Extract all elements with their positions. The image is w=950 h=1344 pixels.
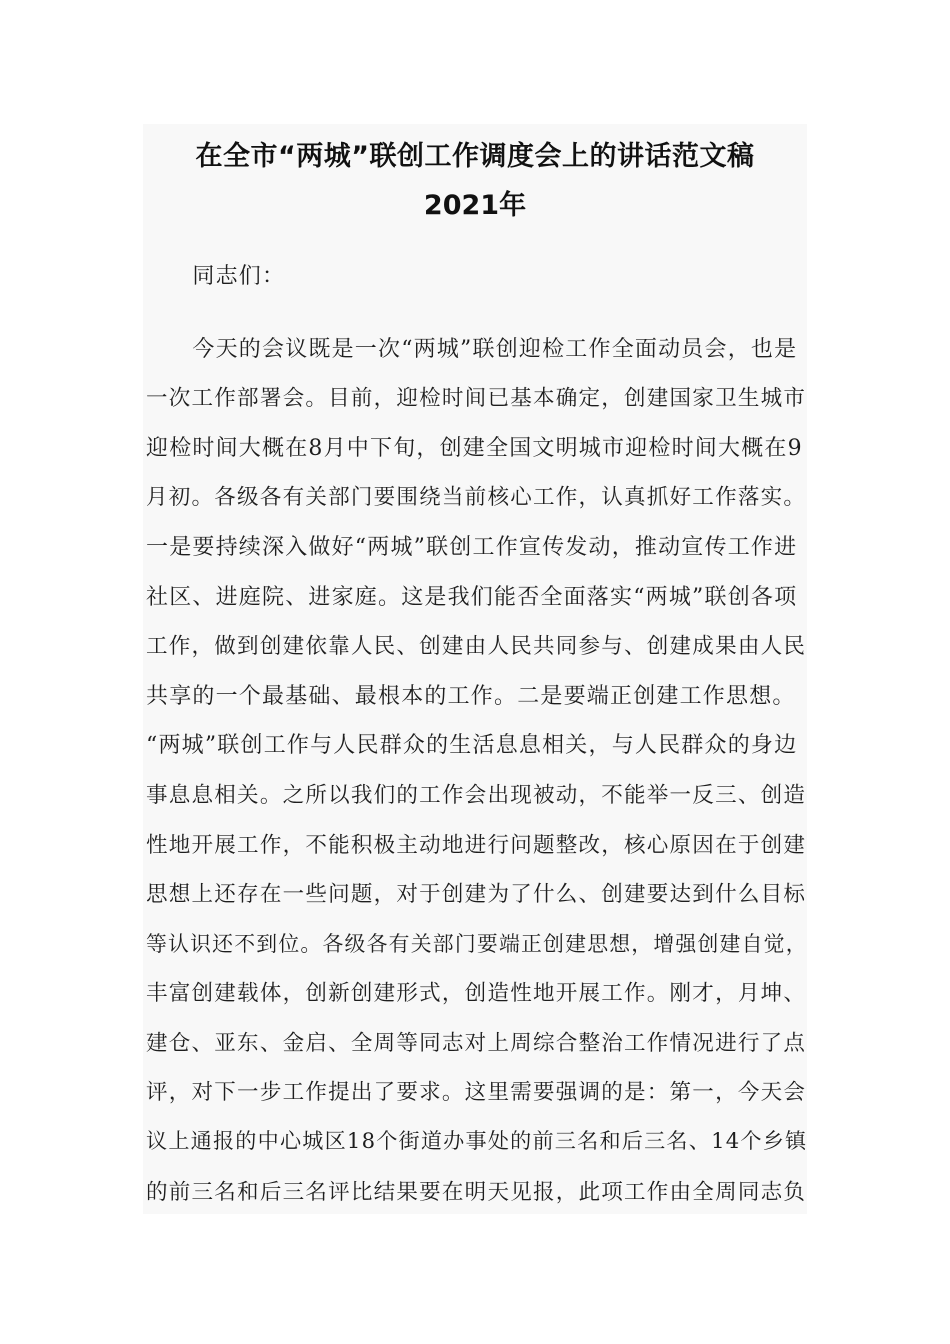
paragraph-line: 迎检时间大概在8月中下旬，创建全国文明城市迎检时间大概在9 [146,436,803,461]
paragraph-line: 丰富创建载体，创新创建形式，创造性地开展工作。刚才，月坤、 [146,981,807,1006]
paragraph-line: 评，对下一步工作提出了要求。这里需要强调的是：第一，今天会 [146,1080,807,1105]
paragraph-line: 工作，做到创建依靠人民、创建由人民共同参与、创建成果由人民 [146,634,807,659]
paragraph-line: 思想上还存在一些问题，对于创建为了什么、创建要达到什么目标 [146,882,807,907]
paragraph-line: 性地开展工作，不能积极主动地进行问题整改，核心原因在于创建 [146,833,807,858]
paragraph-line: 月初。各级各有关部门要围绕当前核心工作，认真抓好工作落实。 [146,485,807,510]
paragraph-line: 共享的一个最基础、最根本的工作。二是要端正创建工作思想。 [146,684,796,709]
paragraph-line: “两城”联创工作与人民群众的生活息息相关，与人民群众的身边 [146,733,798,758]
paragraph-line: 的前三名和后三名评比结果要在明天见报，此项工作由全周同志负 [146,1180,807,1205]
paragraph-line: 今天的会议既是一次“两城”联创迎检工作全面动员会，也是 [146,337,798,362]
paragraph-line: 一次工作部署会。目前，迎检时间已基本确定，创建国家卫生城市 [146,386,807,411]
salutation: 同志们： [146,264,286,289]
paragraph-line: 社区、进庭院、进家庭。这是我们能否全面落实“两城”联创各项 [146,585,798,610]
paragraph-line: 事息息相关。之所以我们的工作会出现被动，不能举一反三、创造 [146,783,807,808]
paragraph-line: 一是要持续深入做好“两城”联创工作宣传发动，推动宣传工作进 [146,535,798,560]
document-title-year: 2021年 [423,190,527,221]
paragraph-line: 等认识还不到位。各级各有关部门要端正创建思想，增强创建自觉， [146,932,808,956]
document-title: 在全市“两城”联创工作调度会上的讲话范文稿 [195,141,755,172]
paragraph-line: 建仓、亚东、金启、全周等同志对上周综合整治工作情况进行了点 [146,1031,807,1056]
paragraph-line: 议上通报的中心城区18个街道办事处的前三名和后三名、14个乡镇 [146,1128,808,1153]
